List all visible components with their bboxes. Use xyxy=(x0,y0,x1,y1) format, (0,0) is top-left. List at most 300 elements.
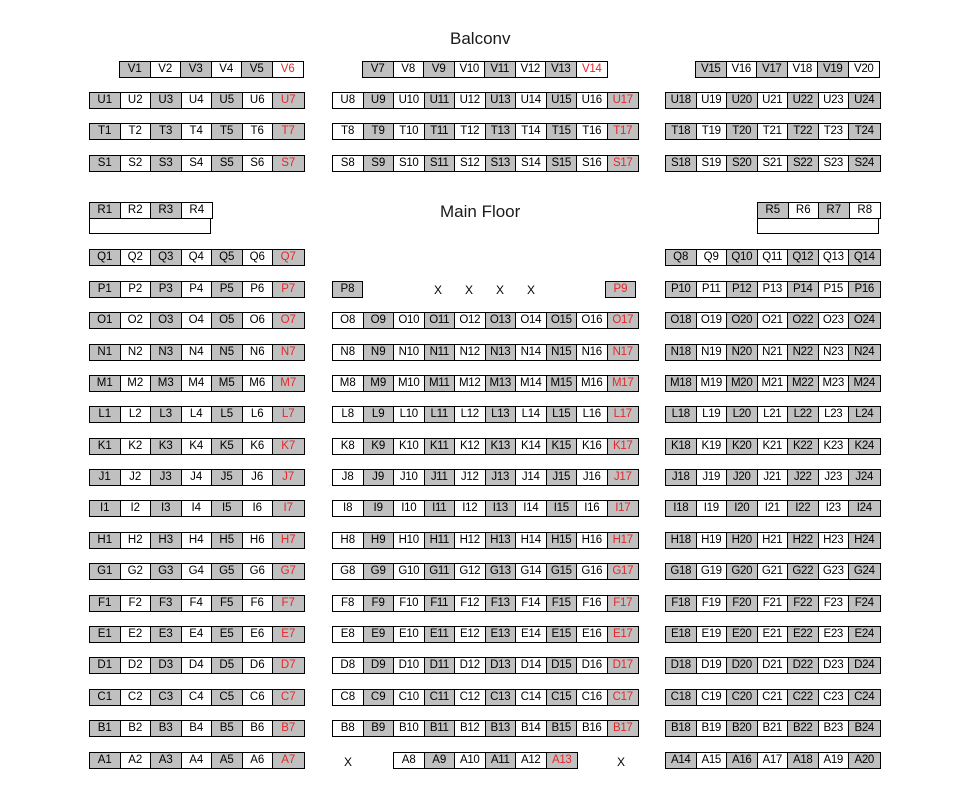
seat-D20[interactable]: D20 xyxy=(727,658,758,673)
seat-C19[interactable]: C19 xyxy=(697,690,728,705)
seat-H16[interactable]: H16 xyxy=(577,533,608,548)
seat-E5[interactable]: E5 xyxy=(212,627,243,642)
seat-M2[interactable]: M2 xyxy=(121,376,152,391)
seat-I22[interactable]: I22 xyxy=(788,501,819,516)
seat-J23[interactable]: J23 xyxy=(819,470,850,485)
seat-S11[interactable]: S11 xyxy=(425,156,456,171)
seat-T6[interactable]: T6 xyxy=(243,124,274,139)
seat-N6[interactable]: N6 xyxy=(243,345,274,360)
seat-F6[interactable]: F6 xyxy=(243,596,274,611)
seat-F5[interactable]: F5 xyxy=(212,596,243,611)
seat-T23[interactable]: T23 xyxy=(819,124,850,139)
seat-O5[interactable]: O5 xyxy=(212,313,243,328)
seat-Q10[interactable]: Q10 xyxy=(727,250,758,265)
seat-Q7[interactable]: Q7 xyxy=(273,250,304,265)
seat-E4[interactable]: E4 xyxy=(182,627,213,642)
seat-Q12[interactable]: Q12 xyxy=(788,250,819,265)
seat-D7[interactable]: D7 xyxy=(273,658,304,673)
seat-G7[interactable]: G7 xyxy=(273,564,304,579)
seat-M12[interactable]: M12 xyxy=(455,376,486,391)
seat-K2[interactable]: K2 xyxy=(121,439,152,454)
seat-M14[interactable]: M14 xyxy=(516,376,547,391)
seat-V19[interactable]: V19 xyxy=(818,62,849,77)
seat-T3[interactable]: T3 xyxy=(151,124,182,139)
seat-E15[interactable]: E15 xyxy=(547,627,578,642)
seat-E18[interactable]: E18 xyxy=(666,627,697,642)
seat-G15[interactable]: G15 xyxy=(547,564,578,579)
seat-A11[interactable]: A11 xyxy=(486,753,517,768)
seat-I14[interactable]: I14 xyxy=(516,501,547,516)
seat-K13[interactable]: K13 xyxy=(486,439,517,454)
seat-G24[interactable]: G24 xyxy=(849,564,880,579)
seat-G9[interactable]: G9 xyxy=(364,564,395,579)
seat-K6[interactable]: K6 xyxy=(243,439,274,454)
seat-N20[interactable]: N20 xyxy=(727,345,758,360)
seat-S17[interactable]: S17 xyxy=(608,156,639,171)
seat-B23[interactable]: B23 xyxy=(819,721,850,736)
seat-J20[interactable]: J20 xyxy=(727,470,758,485)
seat-I12[interactable]: I12 xyxy=(455,501,486,516)
seat-K17[interactable]: K17 xyxy=(608,439,639,454)
seat-A10[interactable]: A10 xyxy=(455,753,486,768)
seat-L19[interactable]: L19 xyxy=(697,407,728,422)
seat-J12[interactable]: J12 xyxy=(455,470,486,485)
seat-O21[interactable]: O21 xyxy=(758,313,789,328)
seat-J17[interactable]: J17 xyxy=(608,470,639,485)
seat-I8[interactable]: I8 xyxy=(333,501,364,516)
seat-C10[interactable]: C10 xyxy=(394,690,425,705)
seat-M15[interactable]: M15 xyxy=(547,376,578,391)
seat-F22[interactable]: F22 xyxy=(788,596,819,611)
seat-J4[interactable]: J4 xyxy=(182,470,213,485)
seat-M24[interactable]: M24 xyxy=(849,376,880,391)
seat-L3[interactable]: L3 xyxy=(151,407,182,422)
seat-P6[interactable]: P6 xyxy=(243,282,274,297)
seat-E2[interactable]: E2 xyxy=(121,627,152,642)
seat-M7[interactable]: M7 xyxy=(273,376,304,391)
seat-R5[interactable]: R5 xyxy=(758,203,789,218)
seat-I4[interactable]: I4 xyxy=(182,501,213,516)
seat-B12[interactable]: B12 xyxy=(455,721,486,736)
seat-A12[interactable]: A12 xyxy=(516,753,547,768)
seat-B15[interactable]: B15 xyxy=(547,721,578,736)
seat-L23[interactable]: L23 xyxy=(819,407,850,422)
seat-N4[interactable]: N4 xyxy=(182,345,213,360)
seat-C9[interactable]: C9 xyxy=(364,690,395,705)
seat-R2[interactable]: R2 xyxy=(121,203,152,218)
seat-M10[interactable]: M10 xyxy=(394,376,425,391)
seat-O14[interactable]: O14 xyxy=(516,313,547,328)
seat-M11[interactable]: M11 xyxy=(425,376,456,391)
seat-S8[interactable]: S8 xyxy=(333,156,364,171)
seat-D12[interactable]: D12 xyxy=(455,658,486,673)
seat-L15[interactable]: L15 xyxy=(547,407,578,422)
seat-N18[interactable]: N18 xyxy=(666,345,697,360)
seat-T2[interactable]: T2 xyxy=(121,124,152,139)
seat-J13[interactable]: J13 xyxy=(486,470,517,485)
seat-F10[interactable]: F10 xyxy=(394,596,425,611)
seat-B18[interactable]: B18 xyxy=(666,721,697,736)
seat-J14[interactable]: J14 xyxy=(516,470,547,485)
seat-Q11[interactable]: Q11 xyxy=(758,250,789,265)
seat-E17[interactable]: E17 xyxy=(608,627,639,642)
seat-U14[interactable]: U14 xyxy=(516,93,547,108)
seat-T22[interactable]: T22 xyxy=(788,124,819,139)
seat-D4[interactable]: D4 xyxy=(182,658,213,673)
seat-P2[interactable]: P2 xyxy=(121,282,152,297)
seat-T9[interactable]: T9 xyxy=(364,124,395,139)
seat-I5[interactable]: I5 xyxy=(212,501,243,516)
seat-T11[interactable]: T11 xyxy=(425,124,456,139)
seat-L14[interactable]: L14 xyxy=(516,407,547,422)
seat-I19[interactable]: I19 xyxy=(697,501,728,516)
seat-J9[interactable]: J9 xyxy=(364,470,395,485)
seat-L2[interactable]: L2 xyxy=(121,407,152,422)
seat-M4[interactable]: M4 xyxy=(182,376,213,391)
seat-H5[interactable]: H5 xyxy=(212,533,243,548)
seat-I10[interactable]: I10 xyxy=(394,501,425,516)
seat-S9[interactable]: S9 xyxy=(364,156,395,171)
seat-K21[interactable]: K21 xyxy=(758,439,789,454)
seat-T19[interactable]: T19 xyxy=(697,124,728,139)
seat-G14[interactable]: G14 xyxy=(516,564,547,579)
seat-P16[interactable]: P16 xyxy=(849,282,880,297)
seat-G4[interactable]: G4 xyxy=(182,564,213,579)
seat-L17[interactable]: L17 xyxy=(608,407,639,422)
seat-V12[interactable]: V12 xyxy=(516,62,547,77)
seat-N24[interactable]: N24 xyxy=(849,345,880,360)
seat-C16[interactable]: C16 xyxy=(577,690,608,705)
seat-V3[interactable]: V3 xyxy=(181,62,212,77)
seat-E11[interactable]: E11 xyxy=(425,627,456,642)
seat-Q14[interactable]: Q14 xyxy=(849,250,880,265)
seat-N7[interactable]: N7 xyxy=(273,345,304,360)
seat-B6[interactable]: B6 xyxy=(243,721,274,736)
seat-B7[interactable]: B7 xyxy=(273,721,304,736)
seat-O16[interactable]: O16 xyxy=(577,313,608,328)
seat-K14[interactable]: K14 xyxy=(516,439,547,454)
seat-M19[interactable]: M19 xyxy=(697,376,728,391)
seat-H19[interactable]: H19 xyxy=(697,533,728,548)
seat-F12[interactable]: F12 xyxy=(455,596,486,611)
seat-T21[interactable]: T21 xyxy=(758,124,789,139)
seat-U11[interactable]: U11 xyxy=(425,93,456,108)
seat-V15[interactable]: V15 xyxy=(696,62,727,77)
seat-P8[interactable]: P8 xyxy=(332,281,363,298)
seat-L4[interactable]: L4 xyxy=(182,407,213,422)
seat-Q8[interactable]: Q8 xyxy=(666,250,697,265)
seat-B19[interactable]: B19 xyxy=(697,721,728,736)
seat-C22[interactable]: C22 xyxy=(788,690,819,705)
seat-Q5[interactable]: Q5 xyxy=(212,250,243,265)
seat-K4[interactable]: K4 xyxy=(182,439,213,454)
seat-B5[interactable]: B5 xyxy=(212,721,243,736)
seat-V14[interactable]: V14 xyxy=(581,63,602,75)
seat-C7[interactable]: C7 xyxy=(273,690,304,705)
seat-L21[interactable]: L21 xyxy=(758,407,789,422)
seat-A17[interactable]: A17 xyxy=(758,753,789,768)
seat-V5[interactable]: V5 xyxy=(242,62,273,77)
seat-U2[interactable]: U2 xyxy=(121,93,152,108)
seat-A4[interactable]: A4 xyxy=(182,753,213,768)
seat-B17[interactable]: B17 xyxy=(608,721,639,736)
seat-E8[interactable]: E8 xyxy=(333,627,364,642)
seat-S4[interactable]: S4 xyxy=(182,156,213,171)
seat-J8[interactable]: J8 xyxy=(333,470,364,485)
seat-H24[interactable]: H24 xyxy=(849,533,880,548)
seat-K22[interactable]: K22 xyxy=(788,439,819,454)
seat-D19[interactable]: D19 xyxy=(697,658,728,673)
seat-T20[interactable]: T20 xyxy=(727,124,758,139)
seat-U5[interactable]: U5 xyxy=(212,93,243,108)
seat-R3[interactable]: R3 xyxy=(151,203,182,218)
seat-S14[interactable]: S14 xyxy=(516,156,547,171)
seat-N22[interactable]: N22 xyxy=(788,345,819,360)
seat-N17[interactable]: N17 xyxy=(608,345,639,360)
seat-C5[interactable]: C5 xyxy=(212,690,243,705)
seat-U21[interactable]: U21 xyxy=(758,93,789,108)
seat-J11[interactable]: J11 xyxy=(425,470,456,485)
seat-E12[interactable]: E12 xyxy=(455,627,486,642)
seat-E6[interactable]: E6 xyxy=(243,627,274,642)
seat-J22[interactable]: J22 xyxy=(788,470,819,485)
seat-I16[interactable]: I16 xyxy=(577,501,608,516)
seat-A1[interactable]: A1 xyxy=(90,753,121,768)
seat-G6[interactable]: G6 xyxy=(243,564,274,579)
seat-H23[interactable]: H23 xyxy=(819,533,850,548)
seat-S12[interactable]: S12 xyxy=(455,156,486,171)
seat-V9[interactable]: V9 xyxy=(424,62,455,77)
seat-T12[interactable]: T12 xyxy=(455,124,486,139)
seat-L5[interactable]: L5 xyxy=(212,407,243,422)
seat-S22[interactable]: S22 xyxy=(788,156,819,171)
seat-I1[interactable]: I1 xyxy=(90,501,121,516)
seat-F1[interactable]: F1 xyxy=(90,596,121,611)
seat-L13[interactable]: L13 xyxy=(486,407,517,422)
seat-V2[interactable]: V2 xyxy=(151,62,182,77)
seat-F15[interactable]: F15 xyxy=(547,596,578,611)
seat-P4[interactable]: P4 xyxy=(182,282,213,297)
seat-M21[interactable]: M21 xyxy=(758,376,789,391)
seat-K19[interactable]: K19 xyxy=(697,439,728,454)
seat-E22[interactable]: E22 xyxy=(788,627,819,642)
seat-B16[interactable]: B16 xyxy=(577,721,608,736)
seat-U20[interactable]: U20 xyxy=(727,93,758,108)
seat-S7[interactable]: S7 xyxy=(273,156,304,171)
seat-G16[interactable]: G16 xyxy=(577,564,608,579)
seat-C1[interactable]: C1 xyxy=(90,690,121,705)
seat-C12[interactable]: C12 xyxy=(455,690,486,705)
seat-N16[interactable]: N16 xyxy=(577,345,608,360)
seat-T1[interactable]: T1 xyxy=(90,124,121,139)
seat-G23[interactable]: G23 xyxy=(819,564,850,579)
seat-S20[interactable]: S20 xyxy=(727,156,758,171)
seat-C11[interactable]: C11 xyxy=(425,690,456,705)
seat-L18[interactable]: L18 xyxy=(666,407,697,422)
seat-B1[interactable]: B1 xyxy=(90,721,121,736)
seat-S19[interactable]: S19 xyxy=(697,156,728,171)
seat-E24[interactable]: E24 xyxy=(849,627,880,642)
seat-E10[interactable]: E10 xyxy=(394,627,425,642)
seat-T14[interactable]: T14 xyxy=(516,124,547,139)
seat-I11[interactable]: I11 xyxy=(425,501,456,516)
seat-H9[interactable]: H9 xyxy=(364,533,395,548)
seat-G19[interactable]: G19 xyxy=(697,564,728,579)
seat-V11[interactable]: V11 xyxy=(485,62,516,77)
seat-E3[interactable]: E3 xyxy=(151,627,182,642)
seat-S3[interactable]: S3 xyxy=(151,156,182,171)
seat-U24[interactable]: U24 xyxy=(849,93,880,108)
seat-U3[interactable]: U3 xyxy=(151,93,182,108)
seat-F16[interactable]: F16 xyxy=(577,596,608,611)
seat-E21[interactable]: E21 xyxy=(758,627,789,642)
seat-O18[interactable]: O18 xyxy=(666,313,697,328)
seat-F17[interactable]: F17 xyxy=(608,596,639,611)
seat-B21[interactable]: B21 xyxy=(758,721,789,736)
seat-G2[interactable]: G2 xyxy=(121,564,152,579)
seat-S13[interactable]: S13 xyxy=(486,156,517,171)
seat-A15[interactable]: A15 xyxy=(697,753,728,768)
seat-S1[interactable]: S1 xyxy=(90,156,121,171)
seat-H4[interactable]: H4 xyxy=(182,533,213,548)
seat-K1[interactable]: K1 xyxy=(90,439,121,454)
seat-S2[interactable]: S2 xyxy=(121,156,152,171)
seat-C13[interactable]: C13 xyxy=(486,690,517,705)
seat-A3[interactable]: A3 xyxy=(151,753,182,768)
seat-Q4[interactable]: Q4 xyxy=(182,250,213,265)
seat-C20[interactable]: C20 xyxy=(727,690,758,705)
seat-L20[interactable]: L20 xyxy=(727,407,758,422)
seat-C14[interactable]: C14 xyxy=(516,690,547,705)
seat-J2[interactable]: J2 xyxy=(121,470,152,485)
seat-U15[interactable]: U15 xyxy=(547,93,578,108)
seat-O22[interactable]: O22 xyxy=(788,313,819,328)
seat-I13[interactable]: I13 xyxy=(486,501,517,516)
seat-T16[interactable]: T16 xyxy=(577,124,608,139)
seat-D9[interactable]: D9 xyxy=(364,658,395,673)
seat-L22[interactable]: L22 xyxy=(788,407,819,422)
seat-U10[interactable]: U10 xyxy=(394,93,425,108)
seat-H17[interactable]: H17 xyxy=(608,533,639,548)
seat-H10[interactable]: H10 xyxy=(394,533,425,548)
seat-A16[interactable]: A16 xyxy=(727,753,758,768)
seat-G18[interactable]: G18 xyxy=(666,564,697,579)
seat-G5[interactable]: G5 xyxy=(212,564,243,579)
seat-O19[interactable]: O19 xyxy=(697,313,728,328)
seat-U1[interactable]: U1 xyxy=(90,93,121,108)
seat-U23[interactable]: U23 xyxy=(819,93,850,108)
seat-M6[interactable]: M6 xyxy=(243,376,274,391)
seat-N13[interactable]: N13 xyxy=(486,345,517,360)
seat-P12[interactable]: P12 xyxy=(727,282,758,297)
seat-M5[interactable]: M5 xyxy=(212,376,243,391)
seat-V17[interactable]: V17 xyxy=(757,62,788,77)
seat-I2[interactable]: I2 xyxy=(121,501,152,516)
seat-P14[interactable]: P14 xyxy=(788,282,819,297)
seat-M18[interactable]: M18 xyxy=(666,376,697,391)
seat-D10[interactable]: D10 xyxy=(394,658,425,673)
seat-S24[interactable]: S24 xyxy=(849,156,880,171)
seat-B8[interactable]: B8 xyxy=(333,721,364,736)
seat-N14[interactable]: N14 xyxy=(516,345,547,360)
seat-U22[interactable]: U22 xyxy=(788,93,819,108)
seat-E7[interactable]: E7 xyxy=(273,627,304,642)
seat-P15[interactable]: P15 xyxy=(819,282,850,297)
seat-J15[interactable]: J15 xyxy=(547,470,578,485)
seat-E14[interactable]: E14 xyxy=(516,627,547,642)
seat-B22[interactable]: B22 xyxy=(788,721,819,736)
seat-P10[interactable]: P10 xyxy=(666,282,697,297)
seat-E16[interactable]: E16 xyxy=(577,627,608,642)
seat-C2[interactable]: C2 xyxy=(121,690,152,705)
seat-V18[interactable]: V18 xyxy=(788,62,819,77)
seat-D8[interactable]: D8 xyxy=(333,658,364,673)
seat-M17[interactable]: M17 xyxy=(608,376,639,391)
seat-O15[interactable]: O15 xyxy=(547,313,578,328)
seat-V8[interactable]: V8 xyxy=(394,62,425,77)
seat-B11[interactable]: B11 xyxy=(425,721,456,736)
seat-J1[interactable]: J1 xyxy=(90,470,121,485)
seat-S6[interactable]: S6 xyxy=(243,156,274,171)
seat-I21[interactable]: I21 xyxy=(758,501,789,516)
seat-D2[interactable]: D2 xyxy=(121,658,152,673)
seat-I3[interactable]: I3 xyxy=(151,501,182,516)
seat-R1[interactable]: R1 xyxy=(90,203,121,218)
seat-T17[interactable]: T17 xyxy=(608,124,639,139)
seat-C15[interactable]: C15 xyxy=(547,690,578,705)
seat-F23[interactable]: F23 xyxy=(819,596,850,611)
seat-F19[interactable]: F19 xyxy=(697,596,728,611)
seat-K8[interactable]: K8 xyxy=(333,439,364,454)
seat-E23[interactable]: E23 xyxy=(819,627,850,642)
seat-F20[interactable]: F20 xyxy=(727,596,758,611)
seat-V1[interactable]: V1 xyxy=(120,62,151,77)
seat-I6[interactable]: I6 xyxy=(243,501,274,516)
seat-I7[interactable]: I7 xyxy=(273,501,304,516)
seat-J5[interactable]: J5 xyxy=(212,470,243,485)
seat-J19[interactable]: J19 xyxy=(697,470,728,485)
seat-D13[interactable]: D13 xyxy=(486,658,517,673)
seat-T5[interactable]: T5 xyxy=(212,124,243,139)
seat-C3[interactable]: C3 xyxy=(151,690,182,705)
seat-R7[interactable]: R7 xyxy=(819,203,850,218)
seat-M9[interactable]: M9 xyxy=(364,376,395,391)
seat-I23[interactable]: I23 xyxy=(819,501,850,516)
seat-U7[interactable]: U7 xyxy=(273,93,304,108)
seat-Q6[interactable]: Q6 xyxy=(243,250,274,265)
seat-M16[interactable]: M16 xyxy=(577,376,608,391)
seat-O24[interactable]: O24 xyxy=(849,313,880,328)
seat-I24[interactable]: I24 xyxy=(849,501,880,516)
seat-U6[interactable]: U6 xyxy=(243,93,274,108)
seat-U18[interactable]: U18 xyxy=(666,93,697,108)
seat-F13[interactable]: F13 xyxy=(486,596,517,611)
seat-D1[interactable]: D1 xyxy=(90,658,121,673)
seat-L7[interactable]: L7 xyxy=(273,407,304,422)
seat-U8[interactable]: U8 xyxy=(333,93,364,108)
seat-N19[interactable]: N19 xyxy=(697,345,728,360)
seat-P5[interactable]: P5 xyxy=(212,282,243,297)
seat-B9[interactable]: B9 xyxy=(364,721,395,736)
seat-L6[interactable]: L6 xyxy=(243,407,274,422)
seat-K10[interactable]: K10 xyxy=(394,439,425,454)
seat-F18[interactable]: F18 xyxy=(666,596,697,611)
seat-L9[interactable]: L9 xyxy=(364,407,395,422)
seat-P9[interactable]: P9 xyxy=(605,281,636,298)
seat-Q9[interactable]: Q9 xyxy=(697,250,728,265)
seat-V13[interactable]: V13 xyxy=(546,62,577,77)
seat-Q13[interactable]: Q13 xyxy=(819,250,850,265)
